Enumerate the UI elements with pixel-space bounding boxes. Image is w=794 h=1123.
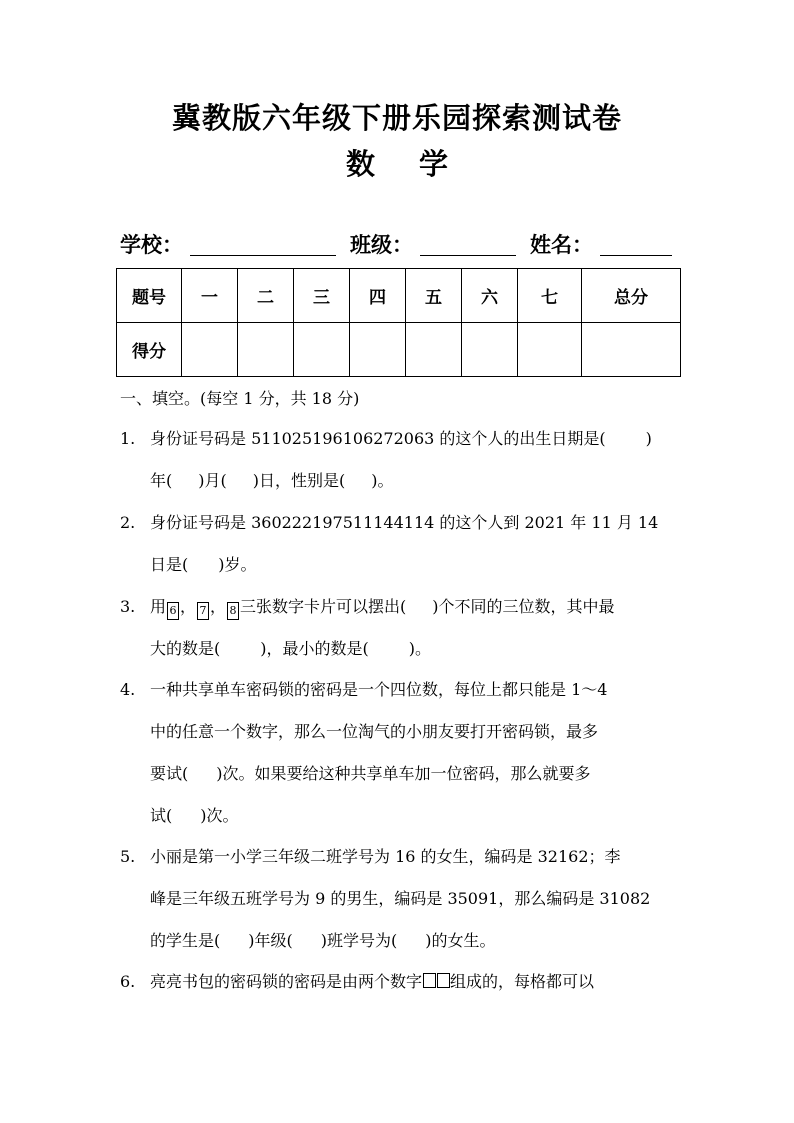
score-cell-3[interactable] [294, 323, 350, 377]
score-cell-6[interactable] [462, 323, 518, 377]
row-label-question: 题号 [117, 269, 182, 323]
question-number: 2. [120, 513, 136, 532]
question-text: )次。 [200, 806, 239, 825]
score-table-score-row [117, 323, 681, 377]
col-header-3: 三 [294, 269, 350, 323]
score-table-header-row [117, 269, 681, 323]
score-cell-2[interactable] [238, 323, 294, 377]
row-label-score: 得分 [117, 323, 182, 377]
question-text: )次。如果要给这种共享单车加一位密码，那么就要多 [216, 764, 591, 783]
question-number: 3. [120, 597, 136, 616]
question-text: )日，性别是( [252, 471, 346, 490]
question-4 [120, 669, 680, 837]
question-text: 试( [150, 806, 173, 825]
question-3 [120, 586, 680, 670]
question-text: 身份证号码是 360222197511144114 的这个人到 2021 年 11 月 14 [150, 513, 659, 532]
question-number: 1. [120, 429, 136, 448]
digit-box-2 [437, 973, 450, 988]
question-text: 峰是三年级五班学号为 9 的男生，编码是 35091，那么编码是 31082 [150, 889, 651, 908]
section-heading: 一、填空。(每空 1 分，共 18 分) [120, 389, 360, 408]
question-text: 组成的，每格都可以 [450, 972, 595, 991]
digit-card-6: 6 [167, 602, 179, 620]
col-header-2: 二 [238, 269, 294, 323]
question-text: 的学生是( [150, 931, 221, 950]
col-header-6: 六 [462, 269, 518, 323]
question-number: 5. [120, 847, 136, 866]
col-header-5: 五 [406, 269, 462, 323]
col-header-4: 四 [350, 269, 406, 323]
question-number: 6. [120, 972, 136, 991]
score-cell-4[interactable] [350, 323, 406, 377]
score-cell-5[interactable] [406, 323, 462, 377]
col-header-7: 七 [518, 269, 582, 323]
question-text: ， [210, 597, 227, 616]
digit-card-8: 8 [227, 602, 239, 620]
question-6 [120, 961, 680, 1003]
question-number: 4. [120, 680, 136, 699]
score-cell-total[interactable] [582, 323, 681, 377]
question-text: )月( [198, 471, 227, 490]
question-text: 用 [150, 597, 167, 616]
question-text: 三张数字卡片可以摆出( [240, 597, 407, 616]
school-label: 学校： [120, 233, 183, 257]
question-text: )岁。 [218, 555, 257, 574]
school-blank[interactable] [190, 255, 336, 256]
question-text: )的女生。 [425, 931, 496, 950]
question-text: )班学号为( [320, 931, 398, 950]
question-2 [120, 502, 680, 586]
question-text: 日是( [150, 555, 189, 574]
question-text: )，最小的数是( [260, 639, 369, 658]
class-blank[interactable] [420, 255, 516, 256]
subject-char-1: 数 [345, 147, 375, 181]
class-label: 班级： [350, 233, 413, 257]
question-text: 大的数是( [150, 639, 221, 658]
col-header-1: 一 [182, 269, 238, 323]
question-text: ) [645, 429, 652, 448]
digit-box-1 [423, 973, 436, 988]
question-text: ， [180, 597, 197, 616]
question-text: )。 [371, 471, 394, 490]
question-text: 年( [150, 471, 173, 490]
subject-char-2: 学 [419, 147, 449, 181]
digit-card-7: 7 [197, 602, 209, 620]
question-text: 小丽是第一小学三年级二班学号为 16 的女生，编码是 32162；李 [150, 847, 621, 866]
question-text: )年级( [248, 931, 293, 950]
subject-title [0, 142, 794, 183]
student-info-row [120, 225, 680, 259]
question-text: 身份证号码是 511025196106272063 的这个人的出生日期是( [150, 429, 606, 448]
question-text: 亮亮书包的密码锁的密码是由两个数字 [150, 972, 423, 991]
question-text: )。 [408, 639, 431, 658]
score-table [116, 268, 681, 377]
name-blank[interactable] [600, 255, 672, 256]
question-text: 中的任意一个数字，那么一位淘气的小朋友要打开密码锁，最多 [150, 722, 599, 741]
exam-title: 冀教版六年级下册乐园探索测试卷 [171, 101, 622, 135]
question-1 [120, 418, 680, 502]
name-label: 姓名： [530, 233, 593, 257]
question-text: )个不同的三位数，其中最 [432, 597, 615, 616]
col-header-total: 总分 [582, 269, 681, 323]
score-cell-7[interactable] [518, 323, 582, 377]
score-cell-1[interactable] [182, 323, 238, 377]
question-5 [120, 836, 680, 962]
question-text: 要试( [150, 764, 189, 783]
question-text: 一种共享单车密码锁的密码是一个四位数，每位上都只能是 1～4 [150, 680, 608, 699]
